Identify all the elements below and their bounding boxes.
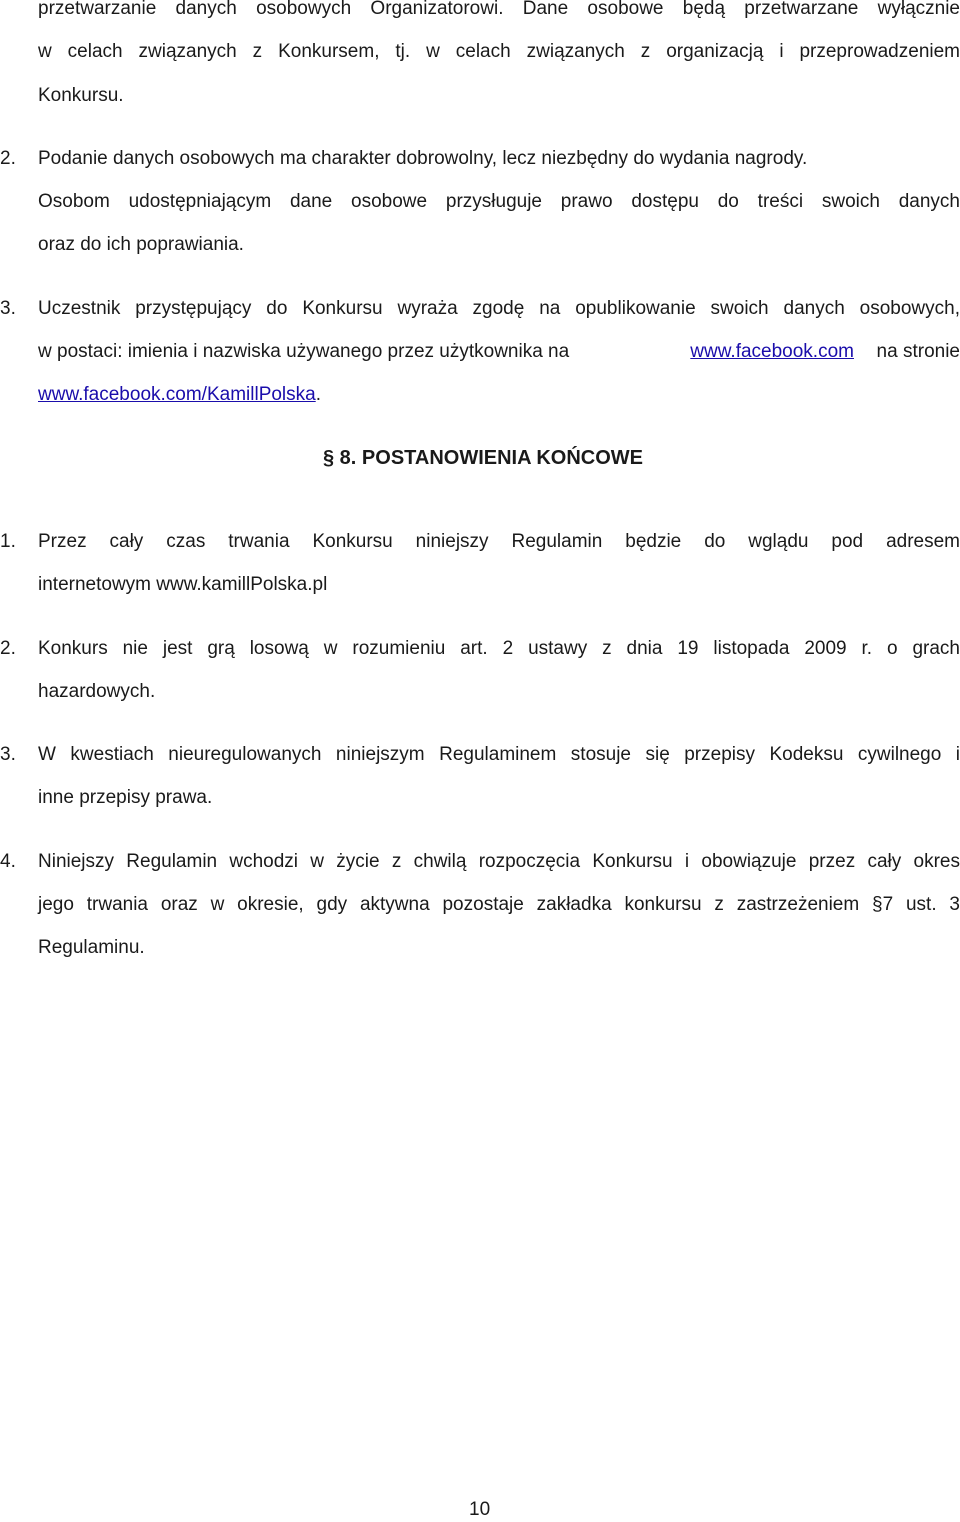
final-item-3-line-1: W kwestiach nieuregulowanych niniejszym Regulaminem stosuje się przepisy Kodeksu cywilnego i — [38, 744, 960, 765]
final-item-2-line-1: Konkurs nie jest grą losową w rozumieniu art. 2 ustawy z dnia 19 listopada 2009 r. o grach — [38, 638, 960, 659]
final-item-4-line-1: Niniejszy Regulamin wchodzi w życie z chwilą rozpoczęcia Konkursu i obowiązuje przez cały okres — [38, 851, 960, 872]
item-2-line-1: Podanie danych osobowych ma charakter dobrowolny, lecz niezbędny do wydania nagrody. — [38, 148, 808, 169]
final-item-2-number: 2. — [0, 638, 16, 659]
final-item-1-line-1: Przez cały czas trwania Konkursu niniejszy Regulamin będzie do wglądu pod adresem — [38, 531, 960, 552]
facebook-link[interactable]: www.facebook.com — [690, 341, 854, 362]
final-item-4-number: 4. — [0, 851, 16, 872]
item-3-line-2-prefix: w postaci: imienia i nazwiska używanego przez użytkownika na — [38, 341, 570, 362]
page-number: 10 — [469, 1499, 491, 1520]
final-item-3-line-2: inne przepisy prawa. — [38, 787, 213, 808]
final-item-4-line-3: Regulaminu. — [38, 937, 145, 958]
section-heading: § 8. POSTANOWIENIA KOŃCOWE — [323, 447, 644, 469]
item-2-number: 2. — [0, 148, 16, 169]
item-2-line-3: oraz do ich poprawiania. — [38, 234, 244, 255]
facebook-kamillpolska-link[interactable]: www.facebook.com/KamillPolska — [38, 384, 316, 405]
final-item-3-number: 3. — [0, 744, 16, 765]
item-3-line-3-suffix: . — [315, 384, 321, 405]
top-paragraph-line-1: przetwarzanie danych osobowych Organizatorowi. Dane osobowe będą przetwarzane wyłącznie — [38, 0, 960, 19]
item-3-line-2-suffix: na stronie — [876, 341, 960, 362]
item-3-number: 3. — [0, 298, 16, 319]
item-3-line-1: Uczestnik przystępujący do Konkursu wyraża zgodę na opublikowanie swoich danych osobowych, — [38, 298, 960, 319]
top-paragraph-line-3: Konkursu. — [38, 85, 124, 106]
item-3-line-2 — [38, 340, 960, 364]
final-item-4-line-2: jego trwania oraz w okresie, gdy aktywna pozostaje zakładka konkursu z zastrzeżeniem §7 ust. 3 — [38, 894, 960, 915]
final-item-2-line-2: hazardowych. — [38, 681, 156, 702]
top-paragraph-line-2: w celach związanych z Konkursem, tj. w celach związanych z organizacją i przeprowadzeniem — [38, 41, 960, 62]
final-item-1-line-2: internetowym www.kamillPolska.pl — [38, 574, 328, 595]
final-item-1-number: 1. — [0, 531, 16, 552]
item-3-line-3 — [38, 383, 321, 407]
item-2-line-2: Osobom udostępniającym dane osobowe przysługuje prawo dostępu do treści swoich danych — [38, 191, 960, 212]
